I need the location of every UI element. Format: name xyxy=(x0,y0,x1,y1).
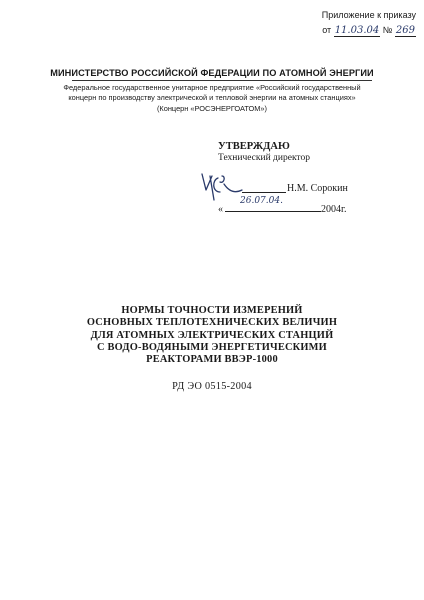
signature-line xyxy=(242,192,286,193)
order-prefix: от xyxy=(322,25,332,35)
date-year: 2004г. xyxy=(321,204,347,215)
order-reference xyxy=(322,25,416,37)
date-month-blank xyxy=(249,203,321,212)
document-title xyxy=(0,305,424,366)
enterprise-line: концерн по производству электрической и тепловой энергии на атомных станциях» xyxy=(68,93,356,103)
date-open-quote: « xyxy=(218,204,223,215)
handwritten-approval-date: 26.07.04. xyxy=(240,196,283,206)
date-day-blank xyxy=(225,203,249,212)
enterprise-line: (Концерн «РОСЭНЕРГОАТОМ») xyxy=(156,103,268,113)
title-line: С ВОДО-ВОДЯНЫМИ ЭНЕРГЕТИЧЕСКИМИ xyxy=(97,341,327,353)
title-line: РЕАКТОРАМИ ВВЭР-1000 xyxy=(146,354,278,366)
ministry-heading: МИНИСТЕРСТВО РОССИЙСКОЙ ФЕДЕРАЦИИ ПО АТОМНОЙ ЭНЕРГИИ xyxy=(50,68,374,78)
title-line: НОРМЫ ТОЧНОСТИ ИЗМЕРЕНИЙ xyxy=(121,305,303,316)
enterprise-block xyxy=(0,83,424,114)
enterprise-line: Федеральное государственное унитарное предприятие «Российский государственный xyxy=(63,83,361,92)
approval-title: УТВЕРЖДАЮ xyxy=(218,141,290,152)
title-line: ОСНОВНЫХ ТЕПЛОТЕХНИЧЕСКИХ ВЕЛИЧИН xyxy=(86,317,338,329)
document-code: РД ЭО 0515-2004 xyxy=(172,381,252,392)
approval-date-line xyxy=(218,203,346,215)
number-sign: № xyxy=(382,25,393,35)
approval-role: Технический директор xyxy=(218,153,310,163)
header-divider xyxy=(72,80,372,81)
order-date-handwritten: 11.03.04 xyxy=(334,25,380,36)
order-number-handwritten: 269 xyxy=(395,25,415,36)
signer-name: Н.М. Сорокин xyxy=(287,183,348,194)
title-line: ДЛЯ АТОМНЫХ ЭЛЕКТРИЧЕСКИХ СТАНЦИЙ xyxy=(90,329,334,341)
appendix-label: Приложение к приказу xyxy=(321,10,416,20)
